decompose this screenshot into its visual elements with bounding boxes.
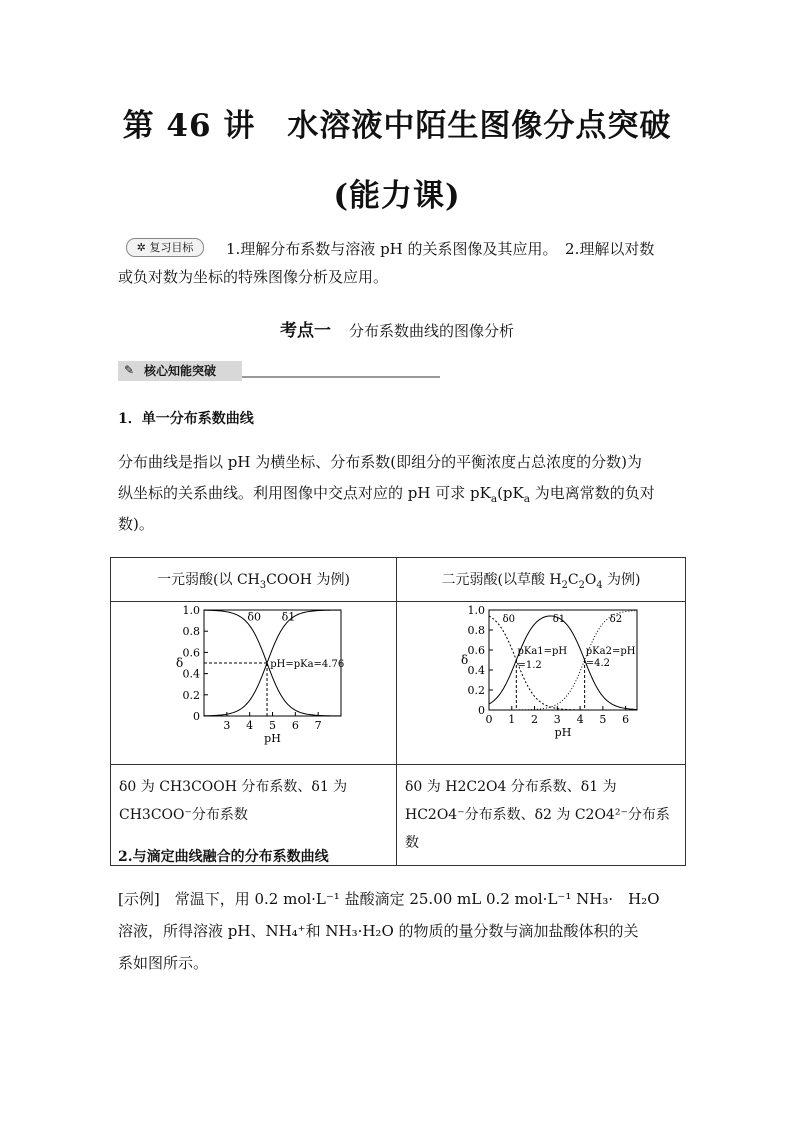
series-delta0-label: δ0 xyxy=(247,610,262,624)
example-line2: 溶液，所得溶液 pH、NH₄⁺和 NH₃·H₂O 的物质的量分数与滴加盐酸体积的关 xyxy=(118,922,639,940)
table-header-monoacid: 一元弱酸(以 $CH_3COOH$ 为例) xyxy=(111,558,397,602)
series-delta1-label: δ1 xyxy=(552,614,566,625)
x-tick-label: 5 xyxy=(269,719,276,732)
pka1-annotation-line1: pKa1=pH xyxy=(517,646,568,657)
kaodian-heading xyxy=(0,316,794,341)
pencil-icon: ✎ xyxy=(124,363,135,377)
chart-monoacid xyxy=(111,602,396,760)
y-tick-label: 1.0 xyxy=(467,604,485,617)
x-tick-label: 4 xyxy=(576,713,584,726)
para1-line1: 分布曲线是指以 pH 为横坐标、分布系数(即组分的平衡浓度占总浓度的分数)为 xyxy=(118,453,642,471)
x-tick-label: 4 xyxy=(246,719,254,732)
plot-frame xyxy=(489,610,637,710)
kaodian-label: 考点一 xyxy=(279,321,331,341)
series-delta0-label: δ0 xyxy=(502,614,516,625)
y-tick-label: 1.0 xyxy=(182,604,200,617)
x-tick-label: 1 xyxy=(508,713,516,726)
table-desc-monoacid: δ0 为 CH3COOH 分布系数、δ1 为 CH3COO⁻分布系数 xyxy=(111,765,397,866)
series-delta2-label: δ2 xyxy=(609,614,623,625)
x-axis-label: pH xyxy=(554,726,572,739)
chart-diacid xyxy=(397,602,685,760)
objectives-line2: 或负对数为坐标的特殊图像分析及应用。 xyxy=(118,268,389,286)
sparkle-icon: ✲ xyxy=(136,241,146,254)
comparison-table xyxy=(110,557,686,866)
series-delta1-label: δ1 xyxy=(281,610,296,624)
page-title: 第 46 讲 水溶液中陌生图像分点突破 xyxy=(122,108,672,144)
section-divider xyxy=(242,376,440,378)
y-tick-label: 0.8 xyxy=(467,624,485,637)
x-tick-label: 0 xyxy=(485,713,493,726)
para1-line2: 纵坐标的关系曲线。利用图像中交点对应的 pH 可求 $pK_a(pK_a$ 为电离常数的负对 xyxy=(118,484,655,505)
y-tick-label: 0 xyxy=(193,710,200,723)
heading-2: 2.与滴定曲线融合的分布系数曲线 xyxy=(118,849,329,865)
y-axis-label: δ xyxy=(461,653,469,667)
chart-cell-diacid xyxy=(397,602,686,765)
objectives-line1: 1.理解分布系数与溶液 pH 的关系图像及其应用。 2.理解以对数 xyxy=(226,240,655,258)
series-delta0-line xyxy=(489,616,637,710)
para1-line3: 数)。 xyxy=(118,515,154,533)
series-delta1-line xyxy=(489,616,637,710)
section-bar xyxy=(118,361,440,383)
x-tick-label: 7 xyxy=(314,719,322,732)
y-tick-label: 0.4 xyxy=(182,667,200,681)
table-desc-diacid: δ0 为 H2C2O4 分布系数、δ1 为 HC2O4⁻分布系数、δ2 为 C2O4²⁻分布系数 xyxy=(397,765,686,866)
y-tick-label: 0.2 xyxy=(182,688,200,702)
y-tick-label: 0.8 xyxy=(182,625,200,639)
y-tick-label: 0 xyxy=(478,704,485,717)
example-line1: [示例] 常温下，用 0.2 mol·L⁻¹ 盐酸滴定 25.00 mL 0.2 mol·L⁻¹ NH₃· H₂O xyxy=(118,890,660,908)
x-axis-label: pH xyxy=(264,732,281,745)
y-tick-label: 0.2 xyxy=(467,684,485,697)
chart-cell-monoacid xyxy=(111,602,397,765)
table-header-diacid: 二元弱酸(以草酸 $H_2C_2O_4$ 为例) xyxy=(397,558,686,602)
review-badge-label: 复习目标 xyxy=(149,241,194,254)
x-tick-label: 6 xyxy=(622,713,630,726)
series-delta2-line xyxy=(489,611,637,711)
pka1-annotation-line2: =1.2 xyxy=(517,660,542,671)
y-tick-label: 0.4 xyxy=(467,664,485,677)
y-tick-label: 0.6 xyxy=(467,644,485,657)
x-tick-label: 2 xyxy=(531,713,539,726)
kaodian-title: 分布系数曲线的图像分析 xyxy=(348,322,514,340)
x-tick-label: 3 xyxy=(223,719,231,732)
pka2-annotation-line1: pKa2=pH xyxy=(585,646,636,657)
x-tick-label: 6 xyxy=(291,719,299,732)
review-badge xyxy=(126,238,204,257)
section-bar-label: 核心知能突破 xyxy=(118,361,242,381)
pka-annotation: pH=pKa=4.76 xyxy=(270,659,345,670)
heading-1: 1．单一分布系数曲线 xyxy=(118,411,254,427)
x-tick-label: 5 xyxy=(599,713,607,726)
pka2-annotation-line2: =4.2 xyxy=(585,658,611,669)
page-subtitle: (能力课) xyxy=(333,178,461,214)
example-line3: 系如图所示。 xyxy=(118,954,209,972)
y-tick-label: 0.6 xyxy=(182,646,200,660)
y-axis-label: δ xyxy=(176,656,184,670)
x-tick-label: 3 xyxy=(553,713,561,726)
